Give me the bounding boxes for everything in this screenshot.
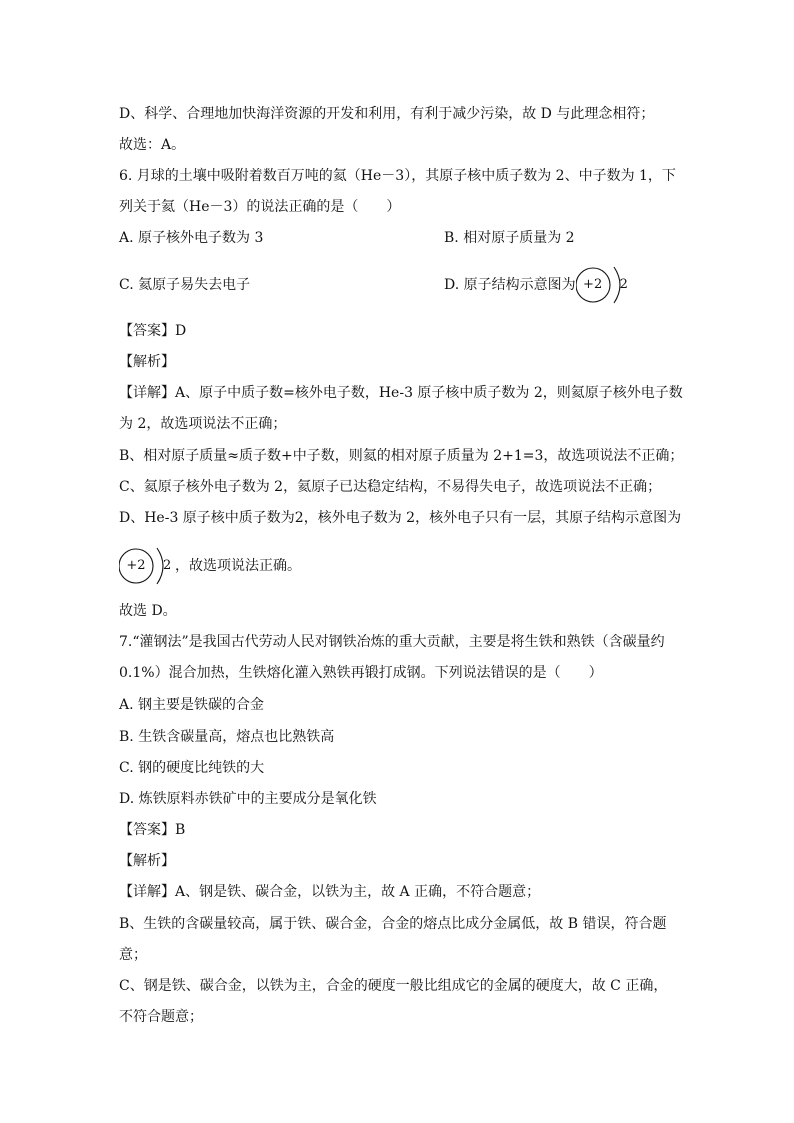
detail-line: 【详解】A、原子中质子数=核外电子数，He-3 原子核中质子数为 2，则氦原子核外电子数 — [119, 385, 683, 401]
detail-line-with-diagram — [119, 546, 301, 586]
electron-count: 2 — [619, 277, 628, 292]
detail-line: 为 2，故选项说法不正确； — [119, 416, 287, 432]
detail-line: D、He-3 原子核中质子数为2，核外电子数为 2，核外电子只有一层，其原子结构示意图为 — [119, 510, 682, 526]
answer-label: 【答案】D — [119, 323, 187, 339]
question-6-stem: 列关于氦（He－3）的说法正确的是（ ） — [119, 199, 401, 215]
option-d-label: D. 原子结构示意图为 — [444, 277, 576, 293]
option-c: C. 氦原子易失去电子 — [119, 277, 251, 293]
answer-label: 【答案】B — [119, 822, 186, 838]
option-d: D. 炼铁原料赤铁矿中的主要成分是氧化铁 — [119, 791, 377, 807]
atom-structure-diagram — [119, 546, 175, 586]
detail-text: ，故选项说法正确。 — [175, 558, 301, 574]
detail-line: 不符合题意； — [119, 1009, 203, 1025]
analysis-label: 【解析】 — [119, 354, 175, 370]
nucleus-charge: +2 — [583, 277, 603, 292]
atom-structure-diagram — [576, 265, 632, 305]
question-7-stem: 7.“灌钢法”是我国古代劳动人民对钢铁冶炼的重大贡献，主要是将生铁和熟铁（含碳量约 — [119, 634, 665, 650]
nucleus-charge: +2 — [126, 558, 146, 573]
option-c: C. 钢的硬度比纯铁的大 — [119, 760, 265, 776]
option-a: A. 钢主要是铁碳的合金 — [119, 697, 265, 713]
option-a: A. 原子核外电子数为 3 — [119, 230, 264, 246]
option-b: B. 生铁含碳量高，熔点也比熟铁高 — [119, 729, 335, 745]
detail-line: B、相对原子质量≈质子数+中子数，则氦的相对原子质量为 2+1=3，故选项说法不正确； — [119, 448, 684, 464]
question-6-stem: 6. 月球的土壤中吸附着数百万吨的氦（He－3），其原子核中质子数为 2、中子数为 1，下 — [119, 168, 676, 184]
conclusion-line: 故选 D。 — [119, 603, 177, 619]
detail-line: B、生铁的含碳量较高，属于铁、碳合金，合金的熔点比成分金属低，故 B 错误，符合题 — [119, 916, 667, 932]
detail-line: 【详解】A、钢是铁、碳合金，以铁为主，故 A 正确，不符合题意； — [119, 884, 541, 900]
electron-count: 2 — [163, 558, 172, 573]
detail-line: C、氦原子核外电子数为 2，氦原子已达稳定结构，不易得失电子，故选项说法不正确； — [119, 479, 662, 495]
option-b: B. 相对原子质量为 2 — [444, 230, 575, 246]
detail-line: C、钢是铁、碳合金，以铁为主，合金的硬度一般比组成它的金属的硬度大，故 C 正确， — [119, 978, 668, 994]
analysis-label: 【解析】 — [119, 853, 175, 869]
text-line: 故选：A。 — [119, 137, 186, 153]
question-7-stem: 0.1%）混合加热，生铁熔化灌入熟铁再锻打成钢。下列说法错误的是（ ） — [119, 665, 603, 681]
option-d — [444, 265, 632, 305]
detail-line: 意； — [119, 947, 147, 963]
text-line: D、科学、合理地加快海洋资源的开发和利用，有利于减少污染，故 D 与此理念相符； — [119, 106, 655, 122]
